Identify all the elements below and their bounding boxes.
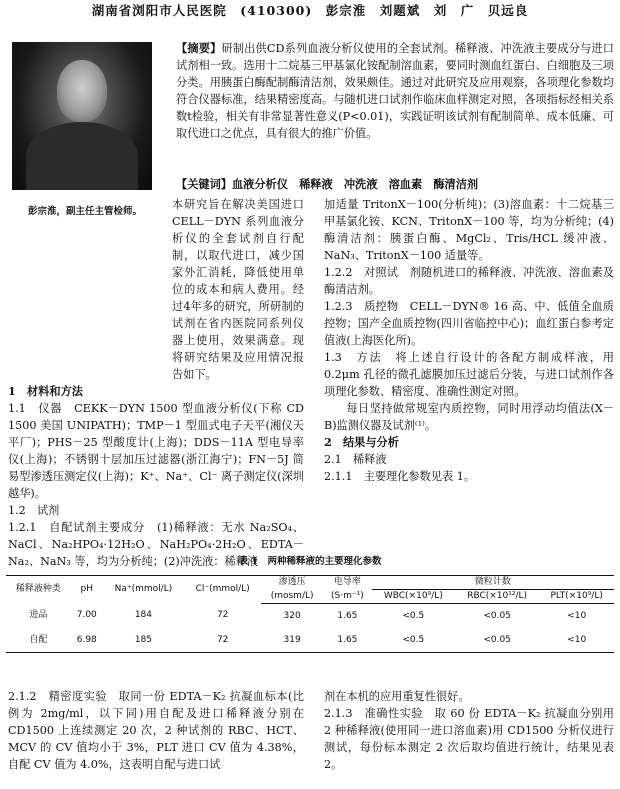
abstract-tag: 【摘要】: [176, 41, 222, 55]
right-column: [324, 196, 614, 485]
cell-plt: <10: [539, 628, 614, 653]
section-1-2-1-components: 1.2.1 自配试剂主要成分 (1)稀释液：无水 Na₂SO₄、NaCl、Na₂HPO₄·12H₂O、NaH₂PO₄·2H₂O、EDTA－Na₂、NaN₃ 等，均为分析纯；(2)冲洗液：稀释液: [8, 521, 304, 568]
reagents-continued: 加适量 TritonX－100(分析纯)；(3)溶血素：十二烷基三甲基氯化铵、KCN、TritonX－100 等，均为分析纯；(4)酶清洁剂：胰蛋白酶、MgCl₂、Tris/HCL 缓冲液、NaN₃、TritonX－100 适量等。: [324, 198, 614, 262]
abstract: [176, 40, 614, 142]
table-row: [6, 628, 614, 653]
section-2-1-1-params: 2.1.1 主要理化参数见表 1。: [324, 470, 476, 483]
col-header-osm: 渗透压: [261, 576, 323, 590]
cell-type: 自配: [6, 628, 71, 653]
section-1-2-3-qc-materials: 1.2.3 质控物 CELL－DYN® 16 高、中、低值全血质控物；国产全血质控物(四川省临控中心)；血红蛋白参考定值液(上海医化所)。: [324, 300, 614, 347]
cell-cl: 72: [184, 628, 261, 653]
bottom-right-column: [324, 688, 614, 773]
cell-ph: 6.98: [71, 628, 103, 653]
cell-na: 184: [134, 610, 153, 621]
photo-shoulders: [26, 122, 138, 190]
col-header-wbc: WBC(×10⁹/L): [372, 590, 455, 604]
cell-osm: 319: [261, 628, 323, 653]
col-header-type: 稀释液种类: [6, 576, 71, 604]
abstract-text: 研制出供CD系列血液分析仪使用的全套试剂。稀释液、冲洗液主要成分与进口试剂相一致。选用十二烷基三甲基氯化铵配制溶血素，要同时测血红蛋白、白细胞及三项分类。用胰蛋白酶配制酶清洁剂，效果颇佳。通过对此研究及应用观察，各项理化参数均符合仪器标准，结果精密度高。与随机进口试剂作临床血样测定对照，各项指标经相关系数t检验，相关有非常显著性意义(P<0.01)，实践证明该试剂有配制简单、成本低廉、可取代进口之优点，具有很大的推广价值。: [176, 42, 614, 140]
table-row: [6, 604, 614, 629]
cell-cond: 1.65: [337, 610, 358, 621]
section-heading-results: 2 结果与分析: [324, 435, 399, 449]
cell-na: 185: [103, 628, 185, 653]
col-header-cl: Cl⁻(mmol/L): [184, 576, 261, 604]
cell-rbc: <0.05: [455, 628, 539, 653]
intro-paragraph: 本研究旨在解决美国进口 CELL－DYN 系列血液分析仪的全套试剂自行配制，以取代进口，减少国家外汇消耗，降低使用单位的成本和病人费用。经过4年多的研究，所研制的试剂在省内医院同系列仪器上使用，效果满意。现将研究结果及应用情况报告如下。: [172, 198, 304, 381]
col-header-plt: PLT(×10⁹/L): [539, 590, 614, 604]
col-header-cond-unit: (S·m⁻¹): [323, 590, 372, 604]
col-header-cond: 电导率: [323, 576, 372, 590]
cell-osm: 320: [283, 610, 301, 621]
author-photo: [12, 42, 152, 190]
section-1-1-instruments: 1.1 仪器 CEKK－DYN 1500 型血液分析仪(下称 CD 1500 美国 UNIPATH)；TMP－1 型皿式电子天平(湘仪天平厂)；PHS－25 型酸度计(上海)；DDS－11A 型电导率仪(上海)；不锈钢十层加压过滤器(浙江海宁)；FN－5J 简易型渗透压测定仪(上海)；K⁺、Na⁺、Cl⁻ 离子测定仪(深圳越华)。: [8, 402, 304, 500]
cell-cond: 1.65: [323, 628, 372, 653]
col-header-rbc: RBC(×10¹²/L): [455, 590, 539, 604]
params-table: [6, 575, 614, 653]
cell-rbc: <0.05: [483, 610, 511, 621]
col-header-na: Na⁺(mmol/L): [103, 576, 185, 604]
section-1-2-reagents: 1.2 试剂: [8, 504, 60, 517]
cell-wbc: <0.5: [402, 610, 425, 621]
col-header-ph: pH: [71, 576, 103, 604]
bottom-left-column: [8, 688, 304, 773]
section-2-1-2-precision: 2.1.2 精密度实验 取同一份 EDTA－K₂ 抗凝血标本(比例为 2mg/ml，以下同)用自配及进口稀释液分别在 CD1500 上连续测定 20 次，2 种试剂的 RBC、HCT、MCV 的 CV 值均小于 3%，PLT 进口 CV 值为 4.38%，自配 CV 值为 4.0%，这表明自配与进口试: [8, 690, 304, 771]
section-2-1-3-accuracy: 2.1.3 准确性实验 取 60 份 EDTA－K₂ 抗凝血分别用 2 种稀释液(使用同一进口溶血素)用 CD1500 分析仪进行测试，每份标本测定 2 次后取均值进行统计，结果见表 2。: [324, 707, 614, 771]
cell-wbc: <0.5: [372, 628, 455, 653]
section-1-2-2-controls: 1.2.2 对照试 剂随机进口的稀释液、冲洗液、溶血素及酶清洁剂。: [324, 266, 614, 296]
left-column: [8, 196, 304, 570]
section-2-1-diluent: 2.1 稀释液: [324, 453, 387, 466]
keywords-tag: 【关键词】: [176, 177, 232, 191]
keywords: [176, 176, 614, 193]
cell-cl: 72: [216, 610, 229, 621]
col-header-particle: 微粒计数: [372, 576, 614, 590]
photo-caption: 彭宗淮，副主任主管检师。: [27, 206, 142, 217]
section-heading-methods: 1 材料和方法: [8, 384, 83, 398]
keywords-list: 血液分析仪 稀释液 冲洗液 溶血素 酶清洁剂: [231, 177, 479, 191]
cell-ph: 7.00: [76, 610, 97, 621]
cell-type: 进品: [29, 610, 48, 621]
col-header-osm-unit: (mosm/L): [261, 590, 323, 604]
precision-continued: 剂在本机的应用重复性很好。: [324, 690, 470, 703]
table-title: 表 1 两种稀释液的主要理化参数: [238, 556, 382, 567]
author-line: 湖南省浏阳市人民医院 (410300) 彭宗淮 刘题斌 刘 广 贝远良: [91, 3, 529, 18]
qc-paragraph: 每日坚持做常规室内质控物，同时用浮动均值法(X－B)监测仪器及试剂⁽¹⁾。: [324, 402, 614, 432]
photo-face: [57, 60, 107, 122]
cell-plt: <10: [567, 610, 587, 621]
section-1-3-method: 1.3 方法 将上述自行设计的各配方制成样液，用 0.2μm 孔径的微孔滤膜加压过滤后分装，与进口试剂作各项理化参数、精密度、准确性测定对照。: [324, 351, 614, 398]
